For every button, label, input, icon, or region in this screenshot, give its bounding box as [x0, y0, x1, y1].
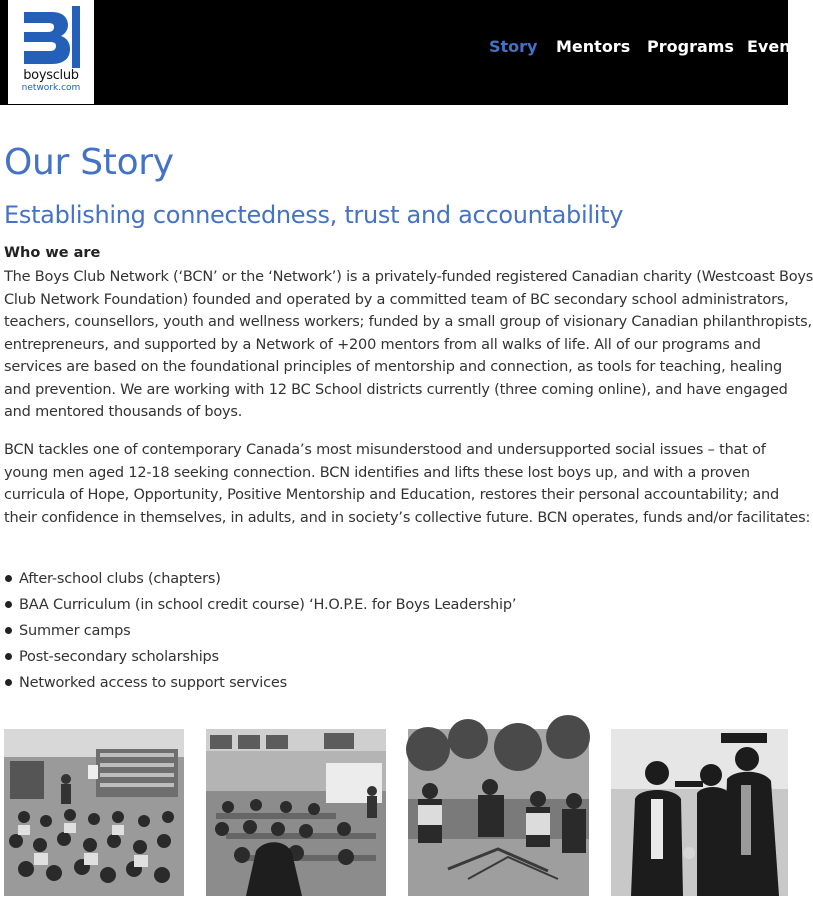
mission-line: curricula of Hope, Opportunity, Positive Mentorship and Education, restores their personal accountability; and: [4, 487, 780, 503]
page-subtitle: Establishing connectedness, trust and accountability: [4, 201, 624, 229]
photo-outdoor-campfire: [408, 729, 589, 896]
page-title: Our Story: [4, 142, 174, 183]
bullet-icon: [5, 679, 12, 686]
bcn-logo-icon: [22, 6, 80, 68]
intro-line: services are based on the foundational principles of mentorship and connection, as tools for teaching, healing: [4, 359, 782, 375]
nav-item-mentors[interactable]: Mentors: [556, 37, 631, 56]
site-logo[interactable]: [8, 0, 94, 104]
nav-item-programs[interactable]: Programs: [647, 37, 734, 56]
intro-line: entrepreneurs, and supported by a Network of +200 mentors from all walks of life. All of our programs and: [4, 336, 761, 353]
list-item: After-school clubs (chapters): [4, 568, 516, 594]
intro-line: teachers, counsellors, youth and wellness workers; funded by a small group of visionary Canadian philanthropists,: [4, 314, 812, 330]
list-item: Networked access to support services: [4, 672, 516, 698]
nav-item-story[interactable]: Story: [489, 37, 538, 56]
programs-list: [4, 568, 516, 698]
bullet-icon: [5, 627, 12, 634]
logo-text-secondary: network.com: [21, 83, 81, 93]
bullet-icon: [5, 653, 12, 660]
intro-line: and prevention. We are working with 12 BC School districts currently (three coming online), and have engaged: [4, 381, 788, 398]
photo-classroom-assembly: [4, 729, 184, 896]
mission-line: their confidence in themselves, in adults, and in society’s collective future. BCN operates, funds and/or facilitates:: [4, 509, 811, 526]
photo-graduation-ceremony: [611, 729, 788, 896]
intro-paragraph: [4, 266, 813, 424]
logo-text-primary: boysclub: [23, 68, 79, 83]
mission-paragraph: [4, 439, 811, 529]
photo-class-discussion: [206, 729, 386, 896]
intro-line: The Boys Club Network (‘BCN’ or the ‘Network’) is a privately-funded registered Canadian charity (Westcoast Boys: [4, 269, 813, 285]
list-item: Post-secondary scholarships: [4, 646, 516, 672]
mission-line: BCN tackles one of contemporary Canada’s most misunderstood and undersupported social issues – that of: [4, 442, 766, 458]
intro-line: and mentored thousands of boys.: [4, 404, 243, 420]
mission-line: young men aged 12-18 seeking connection. BCN identifies and lifts these lost boys up, and with a proven: [4, 464, 750, 481]
nav-item-events[interactable]: Events: [747, 37, 808, 56]
section-heading: Who we are: [4, 245, 101, 261]
list-item: BAA Curriculum (in school credit course) ‘H.O.P.E. for Boys Leadership’: [4, 594, 516, 620]
list-item: Summer camps: [4, 620, 516, 646]
site-header: [0, 0, 808, 105]
intro-line: Club Network Foundation) founded and operated by a committed team of BC secondary school administrators,: [4, 291, 789, 308]
bullet-icon: [5, 601, 12, 608]
bullet-icon: [5, 575, 12, 582]
